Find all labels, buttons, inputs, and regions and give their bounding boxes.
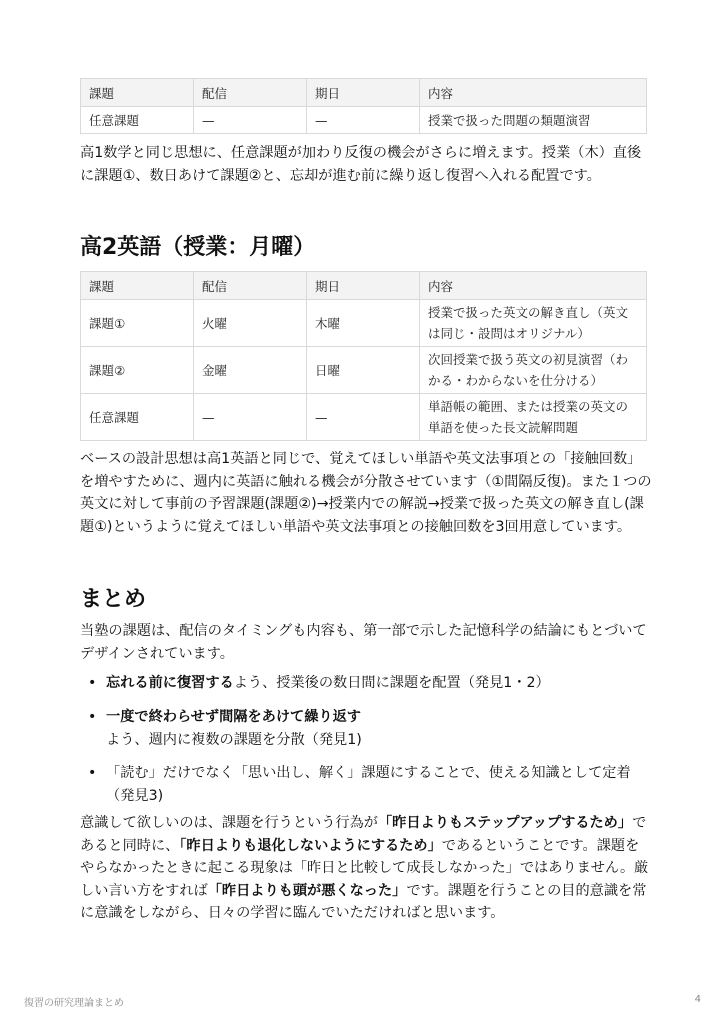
table-cell: 課題① xyxy=(81,300,194,347)
table-row xyxy=(81,300,647,347)
table-cell: 次回授業で扱う英文の初見演習（わかる・わからないを仕分ける） xyxy=(420,347,647,394)
bullet-icon: • xyxy=(88,709,97,725)
bullet-text: よう、授業後の数日間に課題を配置（発見1・2） xyxy=(233,675,550,691)
table-row xyxy=(81,394,647,441)
paragraph-english-design: ベースの設計思想は高1英語と同じで、覚えてほしい単語や英文法事項との「接触回数」を増やすために、週内に英語に触れる機会が分散させています（①間隔反復)。また１つの英文に対して事前の予習課題(課題②)→授業内での解説→授業で扱った英文の解き直し(課題①)というように覚えてほしい単語や英文法事項との接触回数を3回用意しています。 xyxy=(80,451,652,535)
table-cell: 任意課題 xyxy=(81,394,194,441)
closing-bold-text: 「昨日よりも退化しないようにするため」 xyxy=(179,837,442,854)
list-item xyxy=(80,762,652,807)
table-header-cell: 配信 xyxy=(194,79,307,107)
bullet-icon: • xyxy=(88,765,97,781)
table-cell: — xyxy=(307,107,420,134)
bullet-bold-text: 忘れる前に復習する xyxy=(106,675,234,691)
section-heading-english2: 高2英語（授業：月曜） xyxy=(80,235,316,260)
table-cell: 単語帳の範囲、または授業の英文の単語を使った長文読解問題 xyxy=(420,394,647,441)
table-row xyxy=(81,347,647,394)
assignment-table-math xyxy=(80,78,647,134)
table-cell: — xyxy=(307,394,420,441)
table-cell: 授業で扱った問題の類題演習 xyxy=(420,107,647,134)
table-header-cell: 課題 xyxy=(81,79,194,107)
table-header-cell: 内容 xyxy=(420,79,647,107)
table-header-cell: 配信 xyxy=(194,272,307,300)
bullet-icon: • xyxy=(88,675,97,691)
list-item xyxy=(80,706,652,751)
closing-bold-text: 「昨日よりもステップアップするため」 xyxy=(377,815,633,831)
table-cell: 金曜 xyxy=(194,347,307,394)
paragraph-math-summary: 高1数学と同じ思想に、任意課題が加わり反復の機会がさらに増えます。授業（木）直後に課題①、数日あけて課題②と、忘却が進む前に繰り返し復習へ入れる配置です。 xyxy=(80,145,642,184)
table-cell: 課題② xyxy=(81,347,194,394)
table-header-cell: 期日 xyxy=(307,272,420,300)
bullet-text: よう、週内に複数の課題を分散（発見1) xyxy=(106,731,362,748)
closing-text: であると同時に、 xyxy=(80,815,647,854)
bullet-bold-text: 一度で終わらせず間隔をあけて繰り返す xyxy=(106,709,361,725)
table-header-cell: 内容 xyxy=(420,272,647,300)
table-row xyxy=(81,107,647,134)
closing-text: です。課題を行うことの目的意識を常に意識をしながら、日々の学習に臨んでいただければと思います。 xyxy=(80,882,647,921)
closing-bold-text: 「昨日よりも頭が悪くなった」 xyxy=(207,882,407,899)
table-cell: 火曜 xyxy=(194,300,307,347)
footer-page-number: 4 xyxy=(694,994,701,1005)
bullet-text: 「読む」だけでなく「思い出し、解く」課題にすることで、使える知識として定着（発見3) xyxy=(106,765,631,804)
table-cell: 授業で扱った英文の解き直し（英文は同じ・設問はオリジナル） xyxy=(420,300,647,347)
table-header-cell: 課題 xyxy=(81,272,194,300)
table-header-cell: 期日 xyxy=(307,79,420,107)
table-header-row xyxy=(81,272,647,300)
table-cell: — xyxy=(194,394,307,441)
list-item xyxy=(80,672,652,695)
paragraph-closing xyxy=(80,812,652,925)
table-header-row xyxy=(81,79,647,107)
paragraph-summary-intro: 当塾の課題は、配信のタイミングも内容も、第一部で示した記憶科学の結論にもとづいてデザインされています。 xyxy=(80,623,647,662)
section-heading-summary: まとめ xyxy=(80,587,147,612)
assignment-table-english2 xyxy=(80,271,647,441)
table-cell: 日曜 xyxy=(307,347,420,394)
closing-text: 意識して欲しいのは、課題を行うという行為が xyxy=(80,815,378,831)
footer-document-title: 復習の研究理論まとめ xyxy=(24,998,124,1009)
closing-text: であるということです。課題をやらなかったときに起こる現象は「昨日と比較して成長しなかった」ではありません。厳しい言い方をすれば xyxy=(80,837,649,899)
table-cell: — xyxy=(194,107,307,134)
table-cell: 任意課題 xyxy=(81,107,194,134)
table-cell: 木曜 xyxy=(307,300,420,347)
